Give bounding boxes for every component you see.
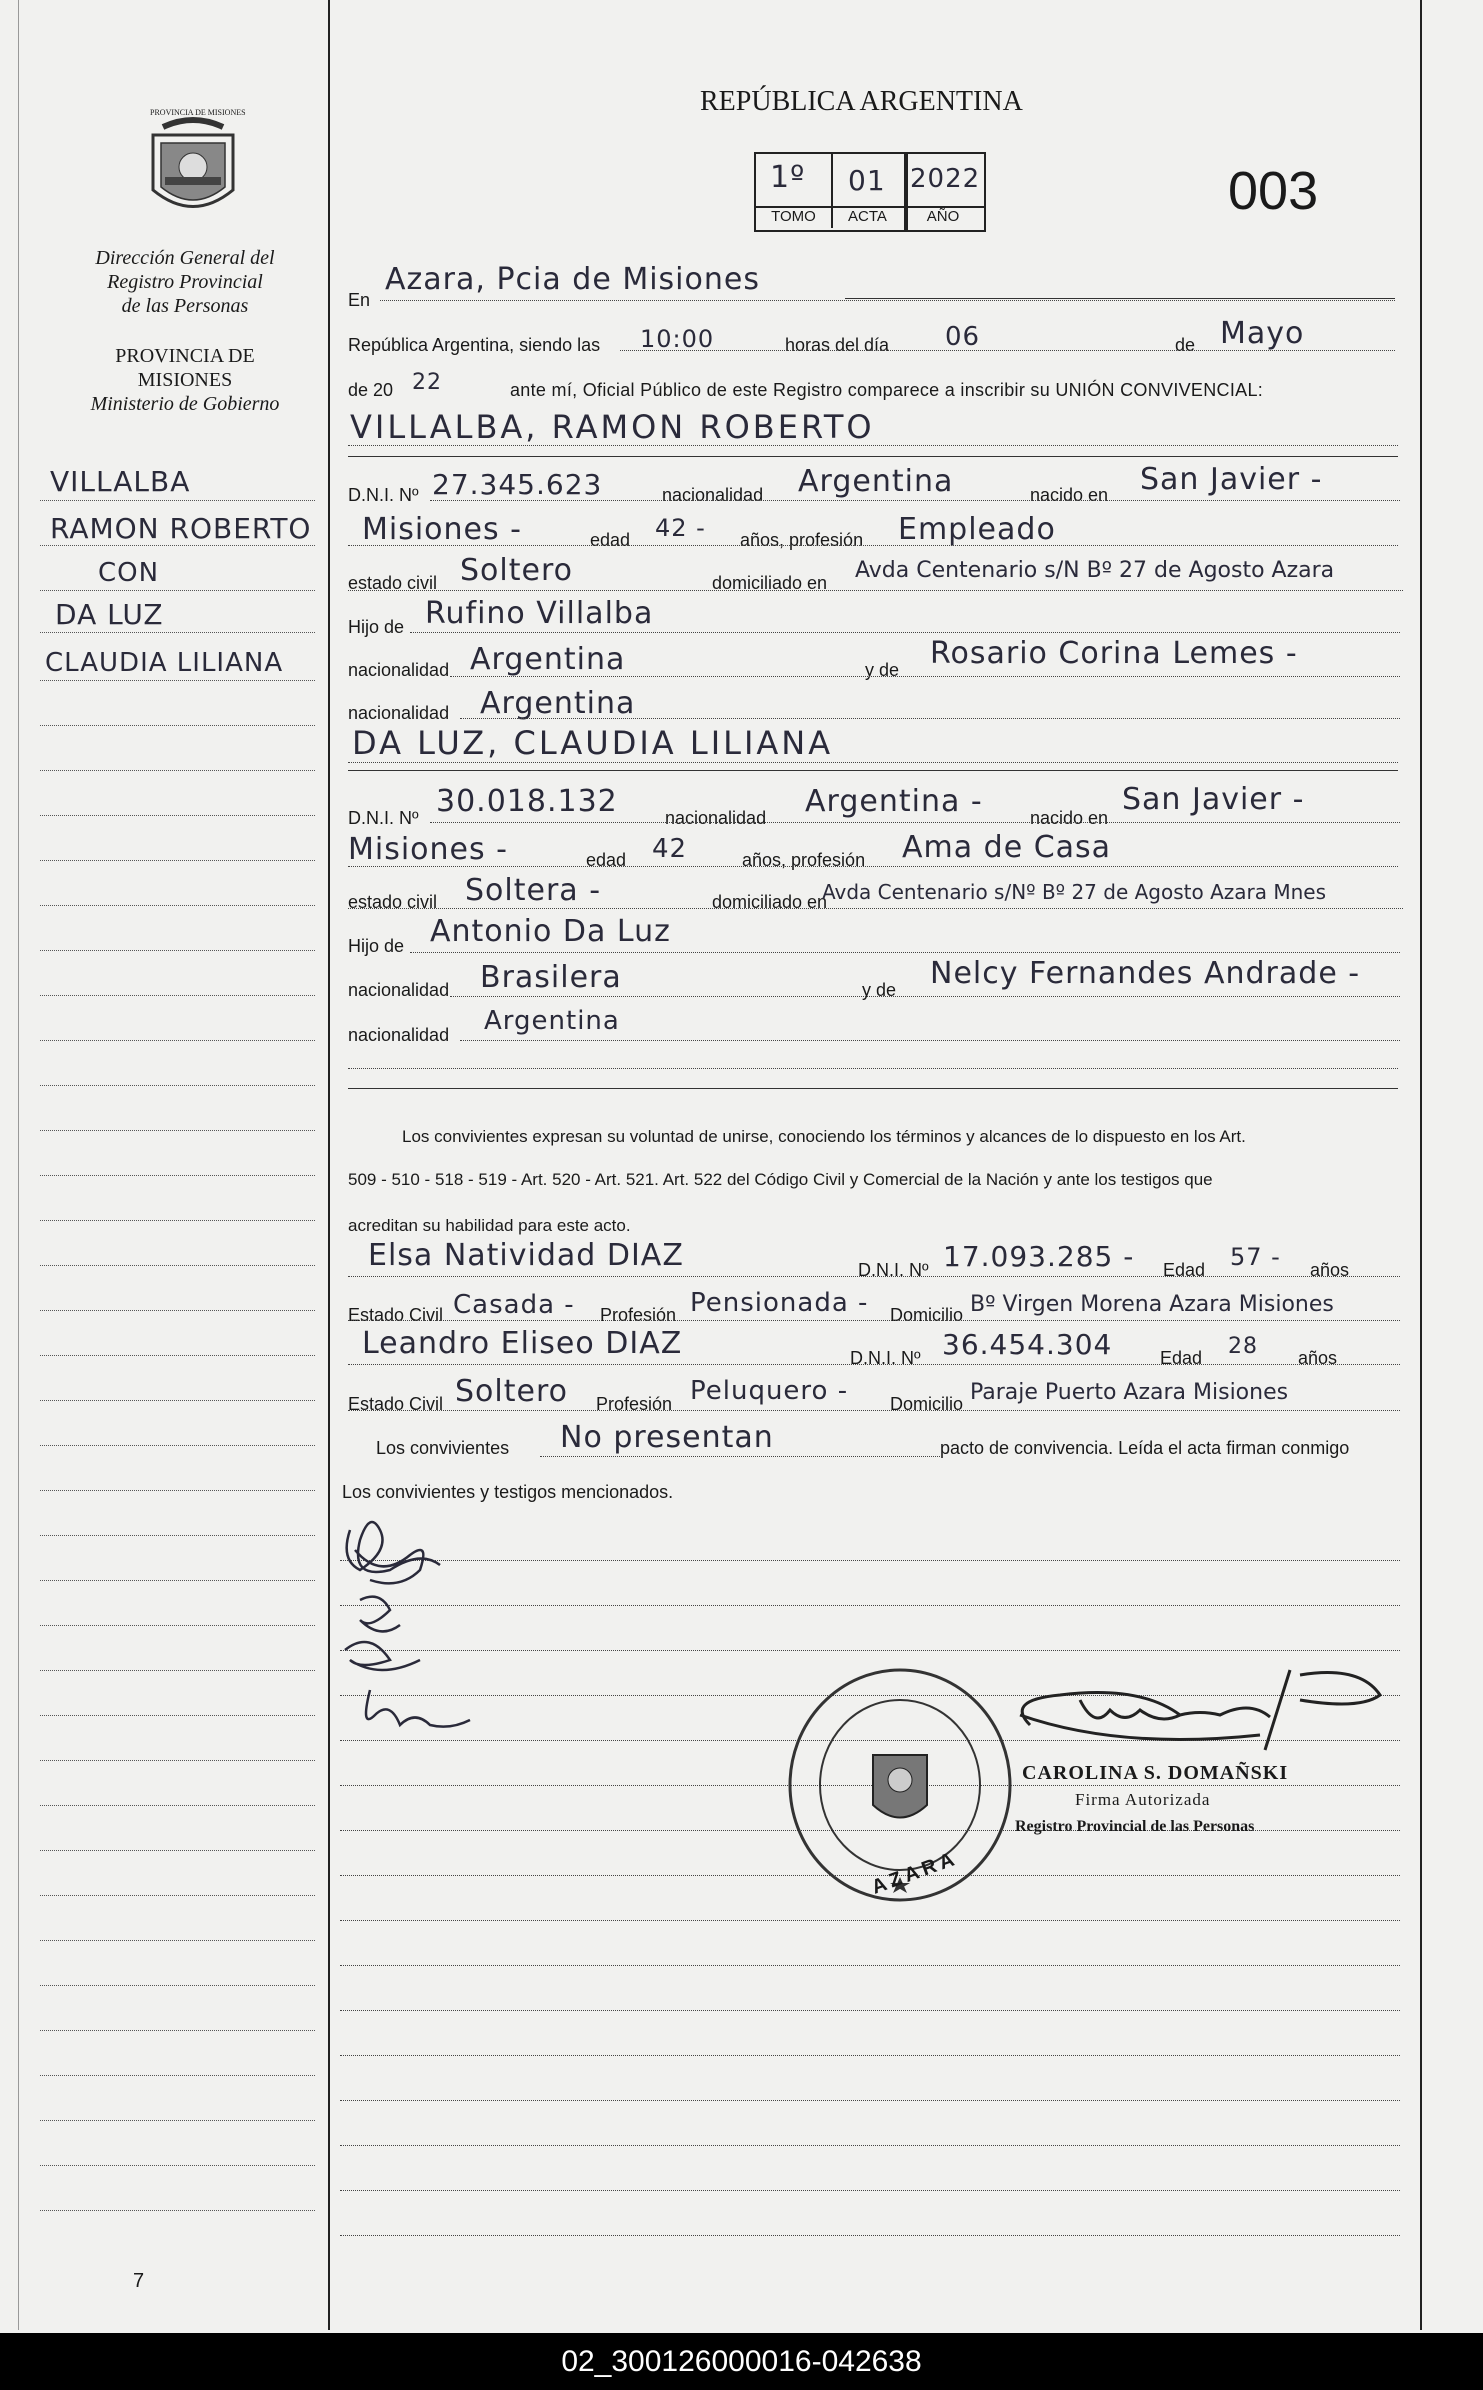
p1-nationality: Argentina [798,464,954,499]
p2-father: Antonio Da Luz [430,914,671,949]
p2-age: 42 [652,834,688,864]
p1-nationality-label: nacionalidad [662,485,764,505]
footer-code: 02_300126000016-042638 [561,2345,922,2378]
field-line [430,500,1400,501]
margin-note-con: CON [98,558,160,588]
side-line [40,590,315,591]
p1-father: Rufino Villalba [425,596,654,631]
tomo-value: 1º [770,160,806,195]
side-line [40,2030,315,2031]
p1-address-label: domiciliado en [712,573,828,593]
field-line [430,822,1400,823]
w2-civil-label: Estado Civil [348,1394,444,1414]
side-line [40,995,315,996]
side-line [40,500,315,501]
field-line [348,590,1403,591]
side-line [40,1895,315,1896]
side-line [40,2210,315,2211]
field-line [348,1276,1400,1277]
p1-mother: Rosario Corina Lemes - [930,636,1298,671]
page-number: 7 [133,2270,145,2292]
side-line [40,905,315,906]
side-line [40,632,315,633]
side-line [40,2165,315,2166]
w2-prof: Peluquero - [690,1376,849,1406]
side-line [40,1715,315,1716]
p2-civil: Soltera - [465,873,602,908]
side-line [40,1175,315,1176]
side-line [40,1130,315,1131]
official-signature [1000,1655,1400,1765]
de-label: de [1175,335,1196,355]
field-line [620,350,1395,351]
p2-born: San Javier - [1122,782,1305,817]
side-line [40,860,315,861]
w1-name: Elsa Natividad DIAZ [368,1238,684,1273]
side-line [40,1760,315,1761]
logo-text: PROVINCIA DE MISIONES [150,108,246,117]
w2-dni-label: D.N.I. Nº [850,1348,921,1368]
w2-addr: Paraje Puerto Azara Misiones [970,1380,1289,1405]
side-line [40,1805,315,1806]
side-line [40,1850,315,1851]
w1-dni: 17.093.285 - [943,1240,1135,1273]
anio-value: 2022 [910,164,981,194]
time-value: 10:00 [640,325,715,353]
p1-age: 42 - [655,514,706,542]
acta-label: ACTA [848,208,887,225]
left-border [18,0,19,2330]
side-line [40,1085,315,1086]
p1-profession: Empleado [898,512,1056,547]
p2-mother: Nelcy Fernandes Andrade - [930,956,1361,991]
legal-text-1: Los convivientes expresan su voluntad de unirse, conociendo los términos y alcances de lo dispuesto en los Art. [402,1127,1246,1146]
p1-nat-label-2: nacionalidad [348,703,450,723]
field-line [340,2055,1400,2056]
w2-age-label: Edad [1160,1348,1203,1368]
intro-text: ante mí, Oficial Público de este Registro comparece a inscribir su UNIÓN CONVIVENCIAL: [510,380,1264,400]
field-line [340,2235,1400,2236]
pact-value: No presentan [560,1420,774,1455]
month-value: Mayo [1220,316,1305,351]
legal-text-2: 509 - 510 - 518 - 519 - Art. 520 - Art. 521. Art. 522 del Código Civil y Comercial de la Nación y ante los testigos que [348,1170,1213,1189]
side-line [40,770,315,771]
side-line [40,725,315,726]
p1-nat-label: nacionalidad [348,660,450,680]
stamp-city: AZARA [868,1847,961,1899]
p2-child-label: Hijo de [348,936,405,956]
w2-civil: Soltero [455,1374,568,1409]
p2-address: Avda Centenario s/Nº Bº 27 de Agosto Azara Mnes [822,880,1327,904]
p2-nat-label: nacionalidad [348,980,450,1000]
p2-civil-label: estado civil [348,892,438,912]
footer-bar [0,2333,1483,2390]
p2-father-nat: Brasilera [480,960,622,995]
p2-profession: Ama de Casa [902,830,1112,865]
field-line [410,952,1400,953]
province-name: PROVINCIA DE MISIONES Ministerio de Gobierno [90,345,280,415]
p1-father-nat: Argentina [470,642,626,677]
side-line [40,1625,315,1626]
side-line [40,815,315,816]
w1-civil-label: Estado Civil [348,1305,444,1325]
field-line [340,2145,1400,2146]
p1-mother-nat: Argentina [480,686,636,721]
field-line [340,2010,1400,2011]
side-line [40,1265,315,1266]
side-line [40,950,315,951]
day-value: 06 [945,322,981,352]
province-logo [143,115,243,225]
field-line [410,632,1400,633]
w2-age: 28 [1228,1334,1258,1359]
field-line [340,1920,1400,1921]
field-line [348,762,1398,763]
field-line [348,1068,1398,1069]
country-title: REPÚBLICA ARGENTINA [700,86,1023,117]
side-line [40,2075,315,2076]
act-number: 003 [1228,161,1319,221]
margin-note-surname2: DA LUZ [55,598,164,631]
p1-civil: Soltero [460,553,573,588]
p2-and-label: y de [862,980,897,1000]
w2-years: años [1298,1348,1338,1368]
en-label: En [348,290,371,310]
field-line [348,908,1403,909]
w1-age-label: Edad [1163,1260,1206,1280]
sidebar-divider [328,0,330,2330]
margin-note-surname: VILLALBA [50,465,191,498]
w2-name: Leandro Eliseo DIAZ [362,1326,683,1361]
side-line [40,1490,315,1491]
w1-dni-label: D.N.I. Nº [858,1260,929,1280]
field-line [348,545,1398,546]
w2-prof-label: Profesión [596,1394,673,1414]
field-line [340,2100,1400,2101]
p2-dni: 30.018.132 [436,784,618,819]
place-value: Azara, Pcia de Misiones [385,262,760,297]
official-role: Firma Autorizada [1075,1790,1211,1809]
field-line [348,866,1398,867]
w1-addr-label: Domicilio [890,1305,964,1325]
w1-addr: Bº Virgen Morena Azara Misiones [970,1292,1334,1317]
side-line [40,1220,315,1221]
p2-born-province: Misiones - [348,832,508,867]
side-line [40,1040,315,1041]
field-line [348,770,1398,771]
official-name: CAROLINA S. DOMAÑSKI [1022,1762,1289,1784]
p2-nationality: Argentina - [805,784,983,819]
p2-name: DA LUZ, CLAUDIA LILIANA [352,724,834,762]
legal-text-3: acreditan su habilidad para este acto. [348,1216,631,1235]
republic-label: República Argentina, siendo las [348,335,601,355]
acta-value: 01 [848,164,886,197]
field-line [348,1088,1398,1089]
side-line [40,680,315,681]
field-line [460,718,1400,719]
margin-note-name2: CLAUDIA LILIANA [45,648,284,678]
field-line [340,1965,1400,1966]
margin-note-name: RAMON ROBERTO [50,512,312,545]
side-line [40,2120,315,2121]
side-line [40,1400,315,1401]
p1-born-province: Misiones - [362,512,522,547]
office-name: Dirección General del Registro Provincial de las Personas [95,247,275,317]
w2-dni: 36.454.304 [942,1328,1113,1361]
w1-prof-label: Profesión [600,1305,677,1325]
side-line [40,1355,315,1356]
pact-suffix: pacto de convivencia. Leída el acta firman conmigo [940,1438,1350,1458]
field-line [460,1040,1400,1041]
p1-address: Avda Centenario s/N Bº 27 de Agosto Azara [855,558,1335,583]
side-line [40,1940,315,1941]
w1-prof: Pensionada - [690,1288,869,1318]
field-line [348,1410,1400,1411]
p1-born: San Javier - [1140,462,1323,497]
side-line [40,1580,315,1581]
side-line [40,1670,315,1671]
p1-dni-label: D.N.I. Nº [348,485,419,505]
field-line [845,298,1395,299]
p1-civil-label: estado civil [348,573,438,593]
p2-age-suffix: años, profesión [742,850,866,870]
w1-age: 57 - [1230,1243,1281,1271]
field-line [380,300,1395,301]
w1-civil: Casada - [453,1290,575,1320]
field-line [348,456,1398,457]
official-office: Registro Provincial de las Personas [1015,1818,1255,1835]
p1-age-suffix: años, profesión [740,530,864,550]
field-line [540,1456,940,1457]
right-border [1420,0,1422,2330]
p1-child-label: Hijo de [348,617,405,637]
field-line [450,996,1400,997]
p2-nat-label-2: nacionalidad [348,1025,450,1045]
p2-mother-nat: Argentina [484,1006,620,1036]
field-line [450,676,1400,677]
handwritten-signatures [330,1510,500,1740]
p2-nationality-label: nacionalidad [665,808,767,828]
side-line [40,1310,315,1311]
anio-label: AÑO [926,208,960,225]
p1-name: VILLALBA, RAMON ROBERTO [350,408,875,446]
w2-addr-label: Domicilio [890,1394,964,1414]
closing-text: Los convivientes y testigos mencionados. [342,1482,674,1502]
field-line [348,445,1398,446]
p2-age-label: edad [586,850,627,870]
year-prefix: de 20 [348,380,394,400]
side-line [40,1445,315,1446]
year-value: 22 [412,370,442,395]
p2-born-label: nacido en [1030,808,1109,828]
tomo-label: TOMO [771,208,816,225]
p2-dni-label: D.N.I. Nº [348,808,419,828]
p1-dni: 27.345.623 [432,468,603,501]
side-line [40,545,315,546]
p1-age-label: edad [590,530,631,550]
side-line [40,1985,315,1986]
field-line [348,1364,1400,1365]
field-line [348,1320,1400,1321]
p1-born-label: nacido en [1030,485,1109,505]
p1-and-label: y de [865,660,900,680]
w1-years: años [1310,1260,1350,1280]
pact-label: Los convivientes [376,1438,510,1458]
field-line [340,2190,1400,2191]
hours-label: horas del día [785,335,890,355]
side-line [40,1535,315,1536]
p2-address-label: domiciliado en [712,892,828,912]
